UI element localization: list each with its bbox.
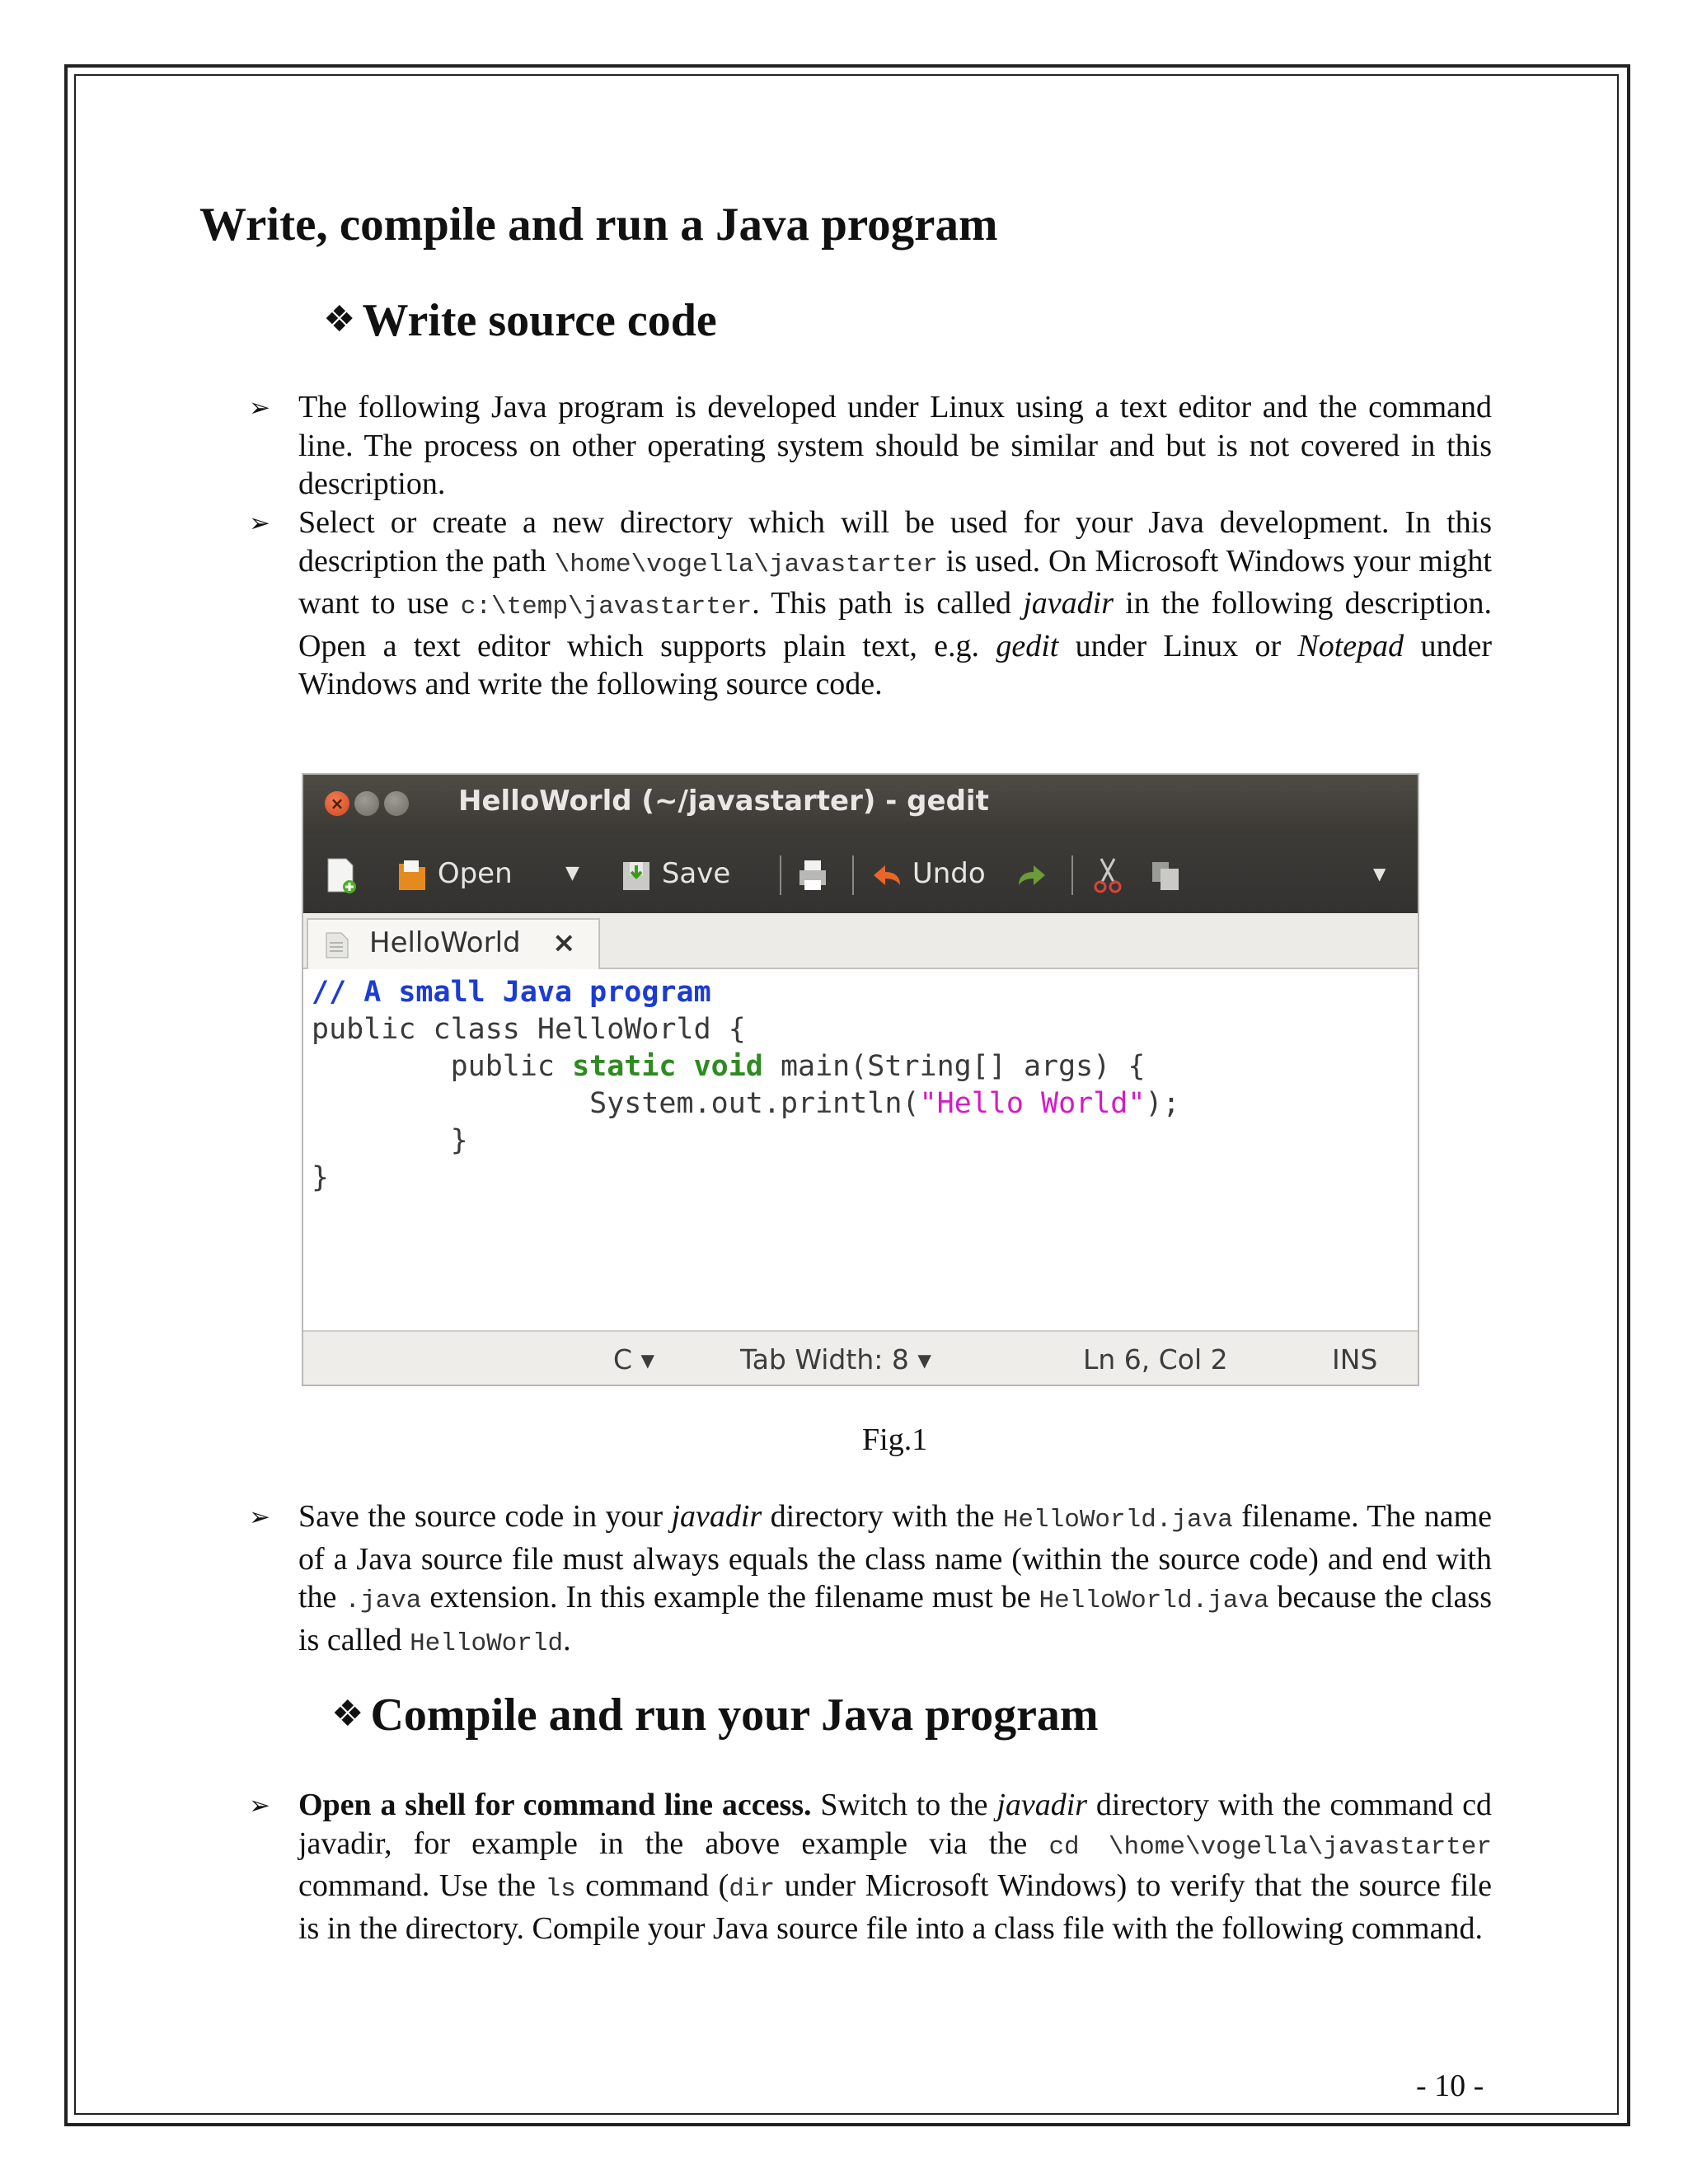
editor-toolbar — [303, 834, 1418, 913]
figure-caption: Fig.1 — [862, 1422, 928, 1457]
arrow-bullet-icon: ➢ — [249, 509, 270, 538]
open-folder-icon — [396, 855, 429, 895]
open-label: Open — [437, 857, 513, 890]
open-dropdown-icon[interactable]: ▼ — [565, 863, 579, 883]
editor-statusbar — [303, 1330, 1418, 1386]
toolbar-separator — [852, 855, 854, 895]
printer-icon — [796, 855, 829, 895]
four-diamond-icon: ❖ — [331, 1693, 364, 1735]
undo-button[interactable] — [870, 854, 986, 893]
insert-mode: INS — [1332, 1343, 1378, 1376]
tab-close-icon[interactable]: × — [552, 926, 576, 959]
scissors-icon — [1091, 855, 1124, 895]
document-icon — [325, 931, 349, 959]
cut-button[interactable] — [1091, 854, 1124, 893]
toolbar-separator — [780, 855, 781, 895]
save-label: Save — [661, 857, 731, 890]
four-diamond-icon: ❖ — [323, 298, 356, 340]
new-document-icon — [325, 855, 358, 895]
language-selector[interactable]: C ▾ — [613, 1343, 655, 1376]
redo-arrow-icon — [1015, 855, 1048, 895]
command-code: cd \home\vogella\javastarter — [1048, 1832, 1493, 1862]
page-number: - 10 - — [1416, 2069, 1484, 2103]
command-code: ls — [545, 1875, 576, 1904]
classname-code: HelloWorld — [410, 1629, 564, 1658]
path-code: \home\vogella\javastarter — [554, 550, 938, 579]
filename-code: HelloWorld.java — [1002, 1506, 1233, 1535]
save-button[interactable] — [620, 854, 730, 893]
section-title: Compile and run your Java program — [370, 1690, 1099, 1741]
arrow-bullet-icon: ➢ — [249, 1791, 270, 1821]
toolbar-overflow-icon[interactable]: ▼ — [1373, 864, 1386, 883]
copy-button[interactable] — [1149, 854, 1182, 893]
close-window-icon[interactable]: × — [325, 791, 349, 816]
window-title: HelloWorld (~/javastarter) - gedit — [458, 785, 989, 818]
paragraph-select-directory: Select or create a new directory which will be used for your Java development. In this description the path \home\vogella\javastarter is used. On Microsoft Windows your might want to use c:\temp\javastarter. This path is called javadir in the following description. Open a text editor which supports plain text, e.g. gedit under Linux or Notepad under Windows and write the following source code. — [298, 505, 1492, 701]
section-heading-write — [323, 294, 717, 347]
arrow-bullet-icon: ➢ — [249, 393, 270, 423]
gedit-screenshot — [302, 773, 1419, 1386]
filename-code: HelloWorld.java — [1039, 1586, 1269, 1615]
arrow-bullet-icon: ➢ — [249, 1502, 270, 1532]
code-content: // A small Java program public class HelloWorld { public static void main(String[] args) { System.out.println("Hello World"); } } — [312, 976, 1180, 1194]
new-document-button[interactable] — [325, 854, 358, 893]
command-code: dir — [729, 1875, 776, 1904]
open-button[interactable] — [396, 854, 513, 893]
print-button[interactable] — [796, 854, 829, 893]
redo-button[interactable] — [1015, 854, 1048, 893]
tab-label: HelloWorld — [369, 926, 521, 959]
undo-arrow-icon — [870, 855, 903, 895]
cursor-position: Ln 6, Col 2 — [1083, 1343, 1228, 1376]
paragraph-open-shell: Open a shell for command line access. Switch to the javadir directory with the command cd javadir, for example in the above example via the cd \home\vogella\javastarter command. Use the ls command (dir under Microsoft Windows) to verify that the source file is in the directory. Compile your Java source file into a class file with the following command. — [298, 1788, 1493, 1946]
tab-helloworld[interactable] — [307, 918, 600, 969]
code-editor[interactable] — [303, 969, 1418, 1330]
copy-icon — [1149, 855, 1182, 895]
path-code: c:\temp\javastarter — [460, 593, 753, 621]
undo-label: Undo — [912, 857, 986, 890]
window-titlebar — [303, 775, 1418, 834]
section-title: Write source code — [362, 295, 717, 346]
maximize-window-icon[interactable] — [384, 791, 409, 816]
page-title: Write, compile and run a Java program — [199, 199, 998, 251]
paragraph-save-file: Save the source code in your javadir directory with the HelloWorld.java filename. The name of a Java source file must always equals the class name (within the source code) and end with the .java extension. In this example the filename must be HelloWorld.java because the class is called HelloWorld. — [298, 1499, 1493, 1658]
document-tabstrip — [303, 913, 1418, 969]
tab-width-selector[interactable]: Tab Width: 8 ▾ — [740, 1343, 931, 1376]
minimize-window-icon[interactable] — [354, 791, 379, 816]
section-heading-compile — [331, 1689, 1099, 1741]
extension-code: .java — [345, 1586, 422, 1615]
save-icon — [620, 855, 653, 895]
toolbar-separator — [1071, 855, 1073, 895]
paragraph-intro: The following Java program is developed under Linux using a text editor and the command line. The process on other operating system should be similar and but is not covered in this description. — [298, 390, 1492, 501]
